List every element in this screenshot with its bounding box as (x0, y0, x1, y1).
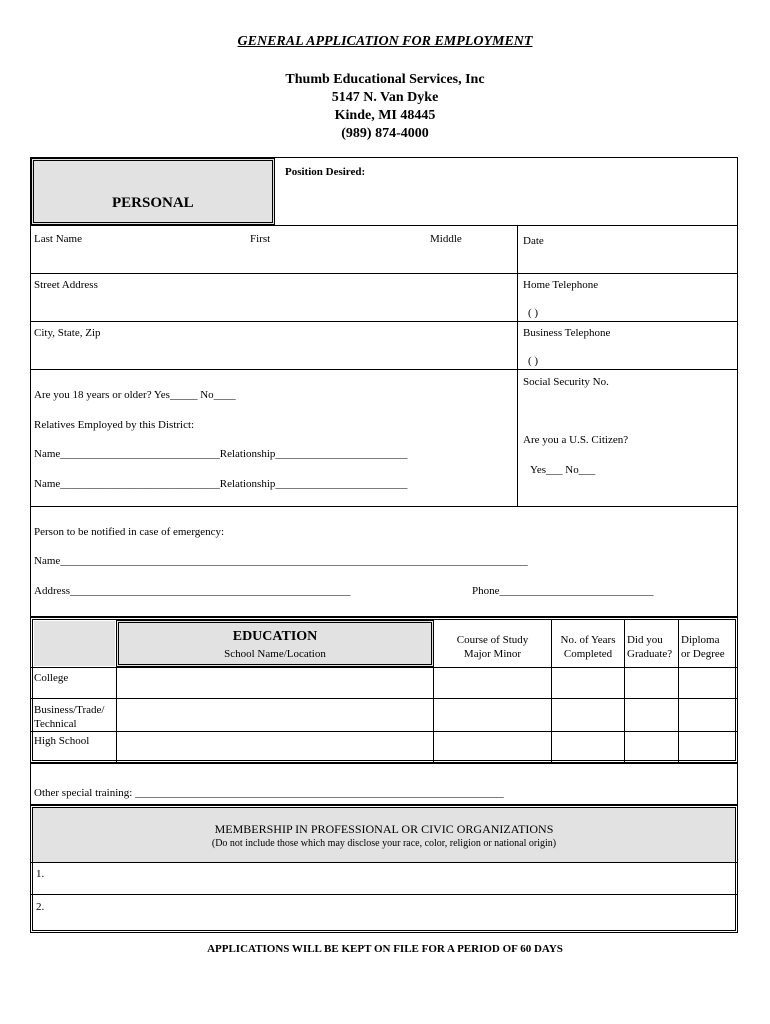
age-question[interactable]: Are you 18 years or older? Yes_____ No____ (34, 389, 236, 401)
personal-title: PERSONAL (112, 195, 194, 211)
membership-header (33, 808, 735, 862)
membership-title: MEMBERSHIP IN PROFESSIONAL OR CIVIC ORGANIZATIONS (214, 822, 554, 836)
first-name-label[interactable]: First (250, 233, 271, 245)
date-label[interactable]: Date (523, 235, 544, 247)
years-col-header: No. of Years Completed (560, 634, 616, 660)
org-city: Kinde, MI 48445 (334, 108, 436, 123)
org-phone: (989) 874-4000 (341, 126, 429, 141)
citizen-answer[interactable]: Yes___ No___ (530, 464, 596, 476)
business-phone-area-code[interactable]: ( ) (528, 355, 539, 367)
ssn-label[interactable]: Social Security No. (523, 376, 609, 388)
diploma-col-header: Diploma or Degree (681, 634, 725, 660)
emergency-phone-line[interactable]: Phone____________________________ (472, 585, 654, 597)
row-business-trade: Business/Trade/ Technical (34, 704, 105, 730)
org-header (0, 71, 770, 143)
education-title: EDUCATION (232, 629, 318, 644)
course-col-header: Course of Study Major Minor (456, 634, 529, 660)
row-college: College (34, 672, 69, 684)
citizen-question: Are you a U.S. Citizen? (523, 434, 629, 446)
school-col-header: School Name/Location (224, 648, 326, 660)
business-telephone-label[interactable]: Business Telephone (523, 327, 611, 339)
position-desired-label[interactable]: Position Desired: (285, 166, 366, 178)
relative-line-2[interactable]: Name_____________________________Relationship________________________ (34, 478, 408, 490)
relative-line-1[interactable]: Name_____________________________Relationship________________________ (34, 448, 408, 460)
org-name: Thumb Educational Services, Inc (285, 72, 485, 87)
membership-item-2[interactable]: 2. (36, 901, 45, 913)
city-state-zip-label[interactable]: City, State, Zip (34, 327, 101, 339)
personal-section (30, 157, 738, 617)
home-telephone-label[interactable]: Home Telephone (523, 279, 599, 291)
other-training-line[interactable]: Other special training: ___________________________________________________________________ (34, 787, 504, 799)
membership-note: (Do not include those which may disclose your race, color, religion or national origin) (211, 838, 557, 849)
row-high-school: High School (34, 735, 90, 747)
education-corner-cell (34, 621, 115, 666)
last-name-label[interactable]: Last Name (34, 233, 82, 245)
education-header (116, 620, 434, 667)
graduate-col-header: Did you Graduate? (627, 634, 673, 660)
emergency-address-line[interactable]: Address___________________________________________________ (34, 585, 351, 597)
membership-item-1[interactable]: 1. (36, 868, 45, 880)
footer-note: APPLICATIONS WILL BE KEPT ON FILE FOR A PERIOD OF 60 DAYS (207, 943, 563, 955)
emergency-name-line[interactable]: Name_____________________________________________________________________________________ (34, 555, 528, 567)
street-address-label[interactable]: Street Address (34, 279, 98, 291)
form-title: GENERAL APPLICATION FOR EMPLOYMENT (237, 34, 533, 49)
personal-title-box (31, 158, 275, 225)
emergency-label: Person to be notified in case of emergency: (34, 526, 225, 538)
relatives-label: Relatives Employed by this District: (34, 419, 195, 431)
middle-name-label[interactable]: Middle (430, 233, 462, 245)
org-address: 5147 N. Van Dyke (331, 90, 439, 105)
home-phone-area-code[interactable]: ( ) (528, 307, 539, 319)
